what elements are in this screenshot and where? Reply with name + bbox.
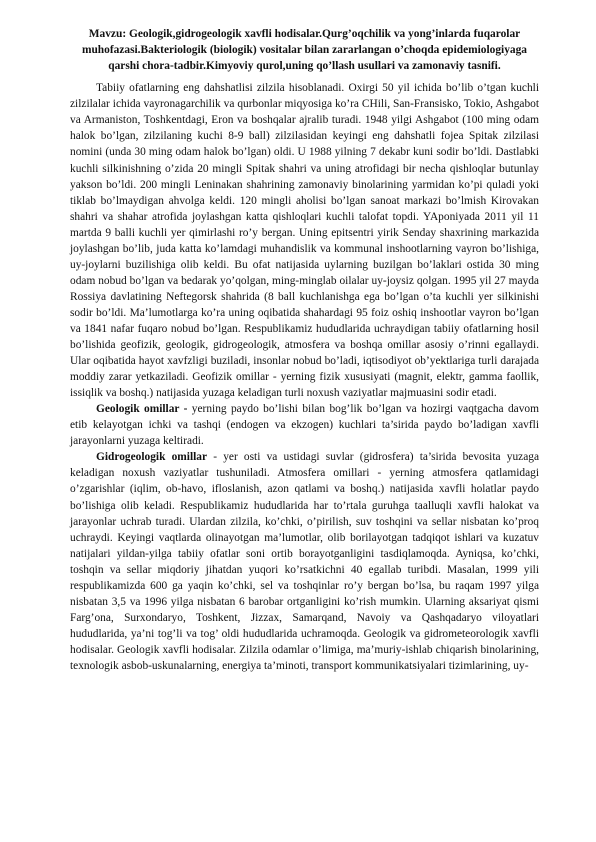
document-page: [70, 26, 539, 674]
term-geological-factors: Geologik omillar -: [96, 403, 188, 416]
paragraph-earthquakes-text: Tabiiy ofatlarning eng dahshatlisi zilzila hisoblanadi. Oxirgi 50 yil ichida bo’lib o’tgan kuchli zilzilalar ichida vayronagarchilik va qurbonlar miqyosiga ko’ra CHili, San-Fransisko, Tokio, Ashgabot va Armaniston, Toshkentdagi, Eron va boshqalar ajralib turadi. 1948 yilgi Ashgabot (100 ming odam halok bo’lgan, zilzilaning kuchi 8-9 ball) zilzilasidan keyingi eng dahshatli fojea Spitak zilzilasi nomini (unda 30 ming odam halok bo’lgan) oldi. U 1988 yilning 7 dekabr kuni sodir bo’ldi. Dastlabki kuchli silkinishning o’zida 20 mingli Spitak shahri va uning atrofidagi bir necha qishloqlar butunlay yakson bo’ldi. 200 mingli Leninakan shahrining zamonaviy binolarining yarmidan ko’pi quladi yoki tiklab bo’lmaydigan ahvolga keldi. 120 mingli aholisi bo’lgan sanoat markazi bo’lmish Kirovakan shahri va shahar atrofida joylashgan katta qishloqlari kuchli talofat topdi. YAponiyada 2011 yil 11 martda 9 balli kuchli yer qimirlashi ro’y bergan. Uning epitsentri yirik Senday shaxrining markazida joylashgan bo’lib, juda katta ko’lamdagi muhandislik va kommunal inshootlarning vayron bo’lishiga, uy-joylarni buzilishiga olib keldi. Bu ofat natijasida uylarning buzilgan bo’laklari ostida 30 ming odam nobud bo’lgan va bedarak yo’qolgan, ming-minglab oilalar uy-joysiz qolgan. 1995 yil 27 mayda Rossiya davlatining Neftegorsk shahrida (8 ball kuchlanishga ega bo’lgan o’ta kuchli yer silkinishi sodir bo’ldi. Ma’lumotlarga ko’ra uning oqibatida shahardagi 95 foiz oshiq inshootlar vayron bo’lgan va 1841 nafar fuqaro nobud bo’lgan. Respublikamiz hududlarida uchraydigan tabiiy ofatlarning hosil bo’lishida geofizik, geologik, gidrogeologik, atmosfera va boshqa omillar asosiy o’rinni egallaydi. Ular oqibatida hayot xavfzligi buziladi, insonlar nobud bo’ladi, iqtisodiyot ob’yektlariga turli darajada moddiy zarar yetkaziladi. Geofizik omillar - yerning fizik xususiyati (magnit, elektr, gamma faollik, issiqlik va boshq.) natijasida yuzaga keladigan turli noxush vaziyatlar majmuasini sodir etadi.: [70, 82, 539, 400]
paragraph-geological-factors-text: yerning paydo bo’lishi bilan bog’lik bo’lgan va hozirgi vaqtgacha davom etib kelayotgan ichki va tashqi (endogen va ekzogen) kuchlari ta’sirida paydo bo’ladigan xavfli jarayonlarni yuzaga keltiradi.: [70, 403, 539, 448]
document-title: Mavzu: Geologik,gidrogeologik xavfli hodisalar.Qurg’oqchilik va yong’inlarda fuqarolar muhofazasi.Bakteriologik (biologik) vositalar bilan zararlangan o’choqda epidemiologiyaga qarshi chora-tadbir.Kimyoviy qurol,uning qo’llash usullari va zamonaviy tasnifi.: [81, 28, 527, 73]
paragraph-earthquakes: [70, 80, 539, 401]
term-hydrogeological-factors: Gidrogeologik omillar: [96, 451, 208, 464]
paragraph-geological-factors: [70, 401, 539, 449]
paragraph-hydrogeological-factors: [70, 449, 539, 674]
paragraph-hydrogeological-factors-text: - yer osti va ustidagi suvlar (gidrosfera) ta’sirida bevosita yuzaga keladigan noxush vaziyatlar tushuniladi. Atmosfera omillari - yerning atmosfera qatlamidagi o’zgarishlar (iqlim, ob-havo, ifloslanish, azon qatlami va boshq.) natijasida xavfli holatlar paydo bo’lishiga olib keladi. Respublikamiz hududlarida har to’rtala guruhga taalluqli xavfli halokat va jarayonlar uchrab turadi. Ulardan zilzila, ko’chki, o’pirilish, suv toshqini va sellar nisbatan ko’proq uchraydi. Keyingi vaqtlarda olinayotgan ma’lumotlar, olib borilayotgan tadqiqot ishlari va kuzatuv natijalari yildan-yilga tabiiy ofatlar soni ortib borayotganligini tasdiqlamoqda. Ayniqsa, ko’chki, toshqin va sellar miqdoriy jihatdan yuqori ko’rsatkichni 40 egallab turibdi. Masalan, 1999 yili respublikamizda 600 ga yaqin ko’chki, sel va toshqinlar ro’y bergan bo’lsa, bu raqam 1997 yilga nisbatan 3,5 va 1996 yilga nisbatan 6 barobar ortganligini ko’rish mumkin. Ularning aksariyat qismi Farg’ona, Surxondaryo, Toshkent, Jizzax, Samarqand, Navoiy va Qashqadaryo viloyatlari hududlarida, ya’ni tog’li va tog’ oldi hududlarida uchramoqda. Geologik va gidrometeorologik xavfli hodisalar. Geologik xavfli hodisalar. Zilzila odamlar o’limiga, ma’muriy-ishlab chiqarish binolarining, texnologik asbob-uskunalarning, energiya ta’minoti, transport kommunikatsiyalari tizimlarining, uy-: [70, 451, 540, 672]
